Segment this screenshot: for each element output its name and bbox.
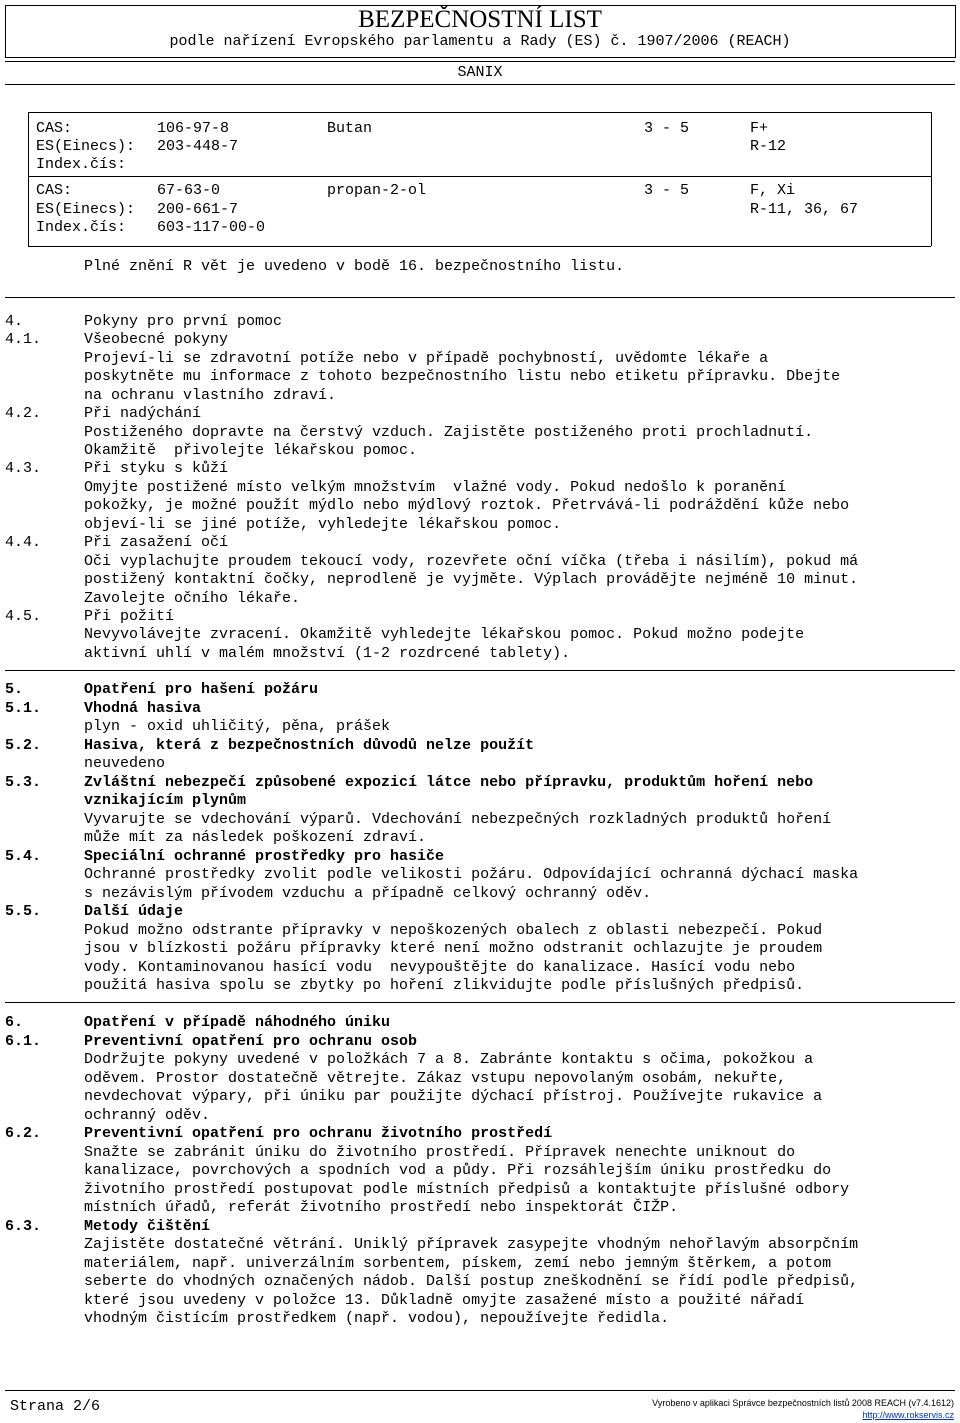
text-line: Omyjte postižené místo velkým množstvím vlažné vody. Pokud nedošlo k poranění (84, 479, 787, 496)
cas-number: 106-97-8 (157, 120, 230, 137)
text-line: aktivní uhlí v malém množství (1-2 rozdrcené tablety). (84, 645, 571, 662)
index-label: Index.čís: (36, 156, 127, 173)
text-line: které jsou uvedeny v položce 13. Důkladně omyjte zasažené místo a použité nářadí (84, 1292, 805, 1309)
product-name: SANIX (457, 64, 503, 81)
table-left-line (28, 112, 29, 246)
es-label: ES(Einecs): (36, 201, 136, 218)
text-line: seberte do vhodných označených nádob. Další postup zneškodnění se řídí podle předpisů, (84, 1273, 859, 1290)
subsection-title: Při zasažení očí (84, 534, 229, 551)
section-divider (5, 297, 955, 298)
text-line: Oči vyplachujte proudem tekoucí vody, rozevřete oční víčka (třeba i násilím), pokud má (84, 553, 859, 570)
text-line: jsou v blízkosti požáru přípravky které není možno odstranit ochlazujte je proudem (84, 940, 823, 957)
r-phrases-note: Plné znění R vět je uvedeno v bodě 16. bezpečnostního listu. (84, 258, 625, 275)
section-divider (5, 1002, 955, 1003)
cas-label: CAS: (36, 120, 73, 137)
cas-number: 67-63-0 (157, 182, 221, 199)
text-line: Pokud možno odstrante přípravky v nepoškozených obalech z oblasti nebezpečí. Pokud (84, 922, 823, 939)
text-line: Snažte se zabránit úniku do životního prostředí. Přípravek nenechte uniknout do (84, 1144, 796, 1161)
es-number: 203-448-7 (157, 138, 239, 155)
r-phrases: R-11, 36, 67 (750, 201, 859, 218)
hazard-symbols: F, Xi (750, 182, 796, 199)
generator-note: Vyrobeno v aplikaci Správce bezpečnostních listů 2008 REACH (v7.4.1612) (652, 1398, 954, 1408)
text-line: pokožky, je možné použít mýdlo nebo mýdlový roztok. Přetrvává-li podráždění kůže nebo (84, 497, 850, 514)
text-line: s nezávislým přívodem vzduchu a případně celkový ochranný oděv. (84, 885, 652, 902)
subsection-title-continued: vznikajícím plynům (84, 792, 247, 809)
text-line: neuvedeno (84, 755, 166, 772)
text-line: místních úřadů, referát životního prostředí nebo inspektorát ČIŽP. (84, 1199, 679, 1216)
subsection-number: 4.5. (5, 608, 42, 625)
text-line: postižený kontaktní čočky, neprodleně je vyjměte. Výplach provádějte nejméně 10 minut. (84, 571, 859, 588)
section-number: 5. (5, 681, 24, 698)
subsection-title: Při styku s kůží (84, 460, 229, 477)
subsection-title: Preventivní opatření pro ochranu osob (84, 1033, 418, 1050)
subsection-number: 6.1. (5, 1033, 42, 1050)
es-label: ES(Einecs): (36, 138, 136, 155)
subsection-title: Zvláštní nebezpečí způsobené expozicí látce nebo přípravku, produktům hoření nebo (84, 774, 814, 791)
subsection-number: 4.3. (5, 460, 42, 477)
document-subtitle: podle nařízení Evropského parlamentu a Rady (ES) č. 1907/2006 (REACH) (169, 33, 791, 50)
text-line: Projeví-li se zdravotní potíže nebo v případě pochybností, uvědomte lékaře a (84, 350, 769, 367)
footer-divider (5, 1390, 955, 1391)
text-line: Nevyvolávejte zvracení. Okamžitě vyhledejte lékařskou pomoc. Pokud možno podejte (84, 626, 805, 643)
subsection-title: Další údaje (84, 903, 184, 920)
concentration: 3 - 5 (644, 120, 690, 137)
text-line: Ochranné prostředky zvolit podle velikosti požáru. Odpovídající ochranná dýchací maska (84, 866, 859, 883)
generator-link[interactable]: http://www.rokservis.cz (862, 1410, 954, 1420)
section-title: Opatření v případě náhodného úniku (84, 1014, 391, 1031)
text-line: Okamžitě přivolejte lékařskou pomoc. (84, 442, 418, 459)
text-line: ochranný oděv. (84, 1107, 211, 1124)
subsection-title: Při nadýchání (84, 405, 202, 422)
text-line: oděvem. Prostor dostatečně větrejte. Zákaz vstupu nepovolaným osobám, nekuřte, (84, 1070, 787, 1087)
subsection-number: 4.2. (5, 405, 42, 422)
subsection-title: Metody čištění (84, 1218, 211, 1235)
subsection-number: 4.1. (5, 331, 42, 348)
text-line: Zajistěte dostatečné větrání. Uniklý přípravek zasypejte vhodným nehořlavým absorpčním (84, 1236, 859, 1253)
text-line: Vyvarujte se vdechování výparů. Vdechování nebezpečných rozkladných produktů hoření (84, 811, 832, 828)
table-bottom-line (28, 246, 931, 247)
text-line: vody. Kontaminovanou hasící vodu nevypouštějte do kanalizace. Hasící vodu nebo (84, 959, 796, 976)
index-number: 603-117-00-0 (157, 219, 266, 236)
table-top-line (28, 112, 931, 113)
section-number: 6. (5, 1014, 24, 1031)
index-label: Index.čís: (36, 219, 127, 236)
subsection-title: Preventivní opatření pro ochranu životního prostředí (84, 1125, 553, 1142)
text-line: nevdechovat výpary, při úniku par použijte dýchací přístroj. Používejte rukavice a (84, 1088, 823, 1105)
page-number: Strana 2/6 (10, 1398, 101, 1415)
cas-label: CAS: (36, 182, 73, 199)
r-phrases: R-12 (750, 138, 787, 155)
text-line: objeví-li se jiné potíže, vyhledejte lékařskou pomoc. (84, 516, 562, 533)
section-title: Pokyny pro první pomoc (84, 313, 283, 330)
text-line: životního prostředí postupovat podle místních předpisů a kontaktujte příslušné odbory (84, 1181, 850, 1198)
text-line: použitá hasiva spolu se zbytky po hoření zlikvidujte podle příslušných předpisů. (84, 977, 805, 994)
subsection-title: Speciální ochranné prostředky pro hasiče (84, 848, 445, 865)
text-line: Postiženého dopravte na čerstvý vzduch. Zajistěte postiženého proti prochladnutí. (84, 424, 814, 441)
text-line: materiálem, např. univerzálním sorbentem, pískem, zemí nebo jemným štěrkem, a potom (84, 1255, 832, 1272)
subsection-title: Všeobecné pokyny (84, 331, 229, 348)
subsection-number: 5.4. (5, 848, 42, 865)
subsection-number: 5.1. (5, 700, 42, 717)
text-line: na ochranu vlastního zdraví. (84, 387, 337, 404)
section-title: Opatření pro hašení požáru (84, 681, 319, 698)
subsection-number: 5.5. (5, 903, 42, 920)
substance-name: Butan (327, 120, 373, 137)
subsection-number: 5.2. (5, 737, 42, 754)
text-line: Dodržujte pokyny uvedené v položkách 7 a 8. Zabránte kontaktu s očima, pokožkou a (84, 1051, 814, 1068)
subsection-number: 5.3. (5, 774, 42, 791)
header-divider-top (5, 61, 955, 62)
subsection-title: Hasiva, která z bezpečnostních důvodů nelze použít (84, 737, 535, 754)
section-divider (5, 670, 955, 671)
hazard-symbols: F+ (750, 120, 769, 137)
subsection-title: Vhodná hasiva (84, 700, 202, 717)
table-right-line (931, 112, 932, 246)
text-line: Zavolejte očního lékaře. (84, 590, 301, 607)
text-line: poskytněte mu informace z tohoto bezpečnostního listu nebo etiketu přípravku. Dbejte (84, 368, 841, 385)
header-divider-bottom (5, 84, 955, 85)
subsection-number: 6.2. (5, 1125, 42, 1142)
document-title: BEZPEČNOSTNÍ LIST (358, 6, 602, 33)
subsection-number: 6.3. (5, 1218, 42, 1235)
section-number: 4. (5, 313, 24, 330)
subsection-number: 4.4. (5, 534, 42, 551)
substance-name: propan-2-ol (327, 182, 427, 199)
subsection-title: Při požití (84, 608, 175, 625)
text-line: může mít za následek poškození zdraví. (84, 829, 427, 846)
text-line: plyn - oxid uhličitý, pěna, prášek (84, 718, 391, 735)
concentration: 3 - 5 (644, 182, 690, 199)
text-line: kanalizace, povrchových a spodních vod a půdy. Při rozsáhlejším úniku prostředku do (84, 1162, 832, 1179)
es-number: 200-661-7 (157, 201, 239, 218)
table-row-divider (28, 176, 931, 177)
text-line: vhodným čistícím prostředkem (např. vodou), nepoužívejte ředidla. (84, 1310, 670, 1327)
